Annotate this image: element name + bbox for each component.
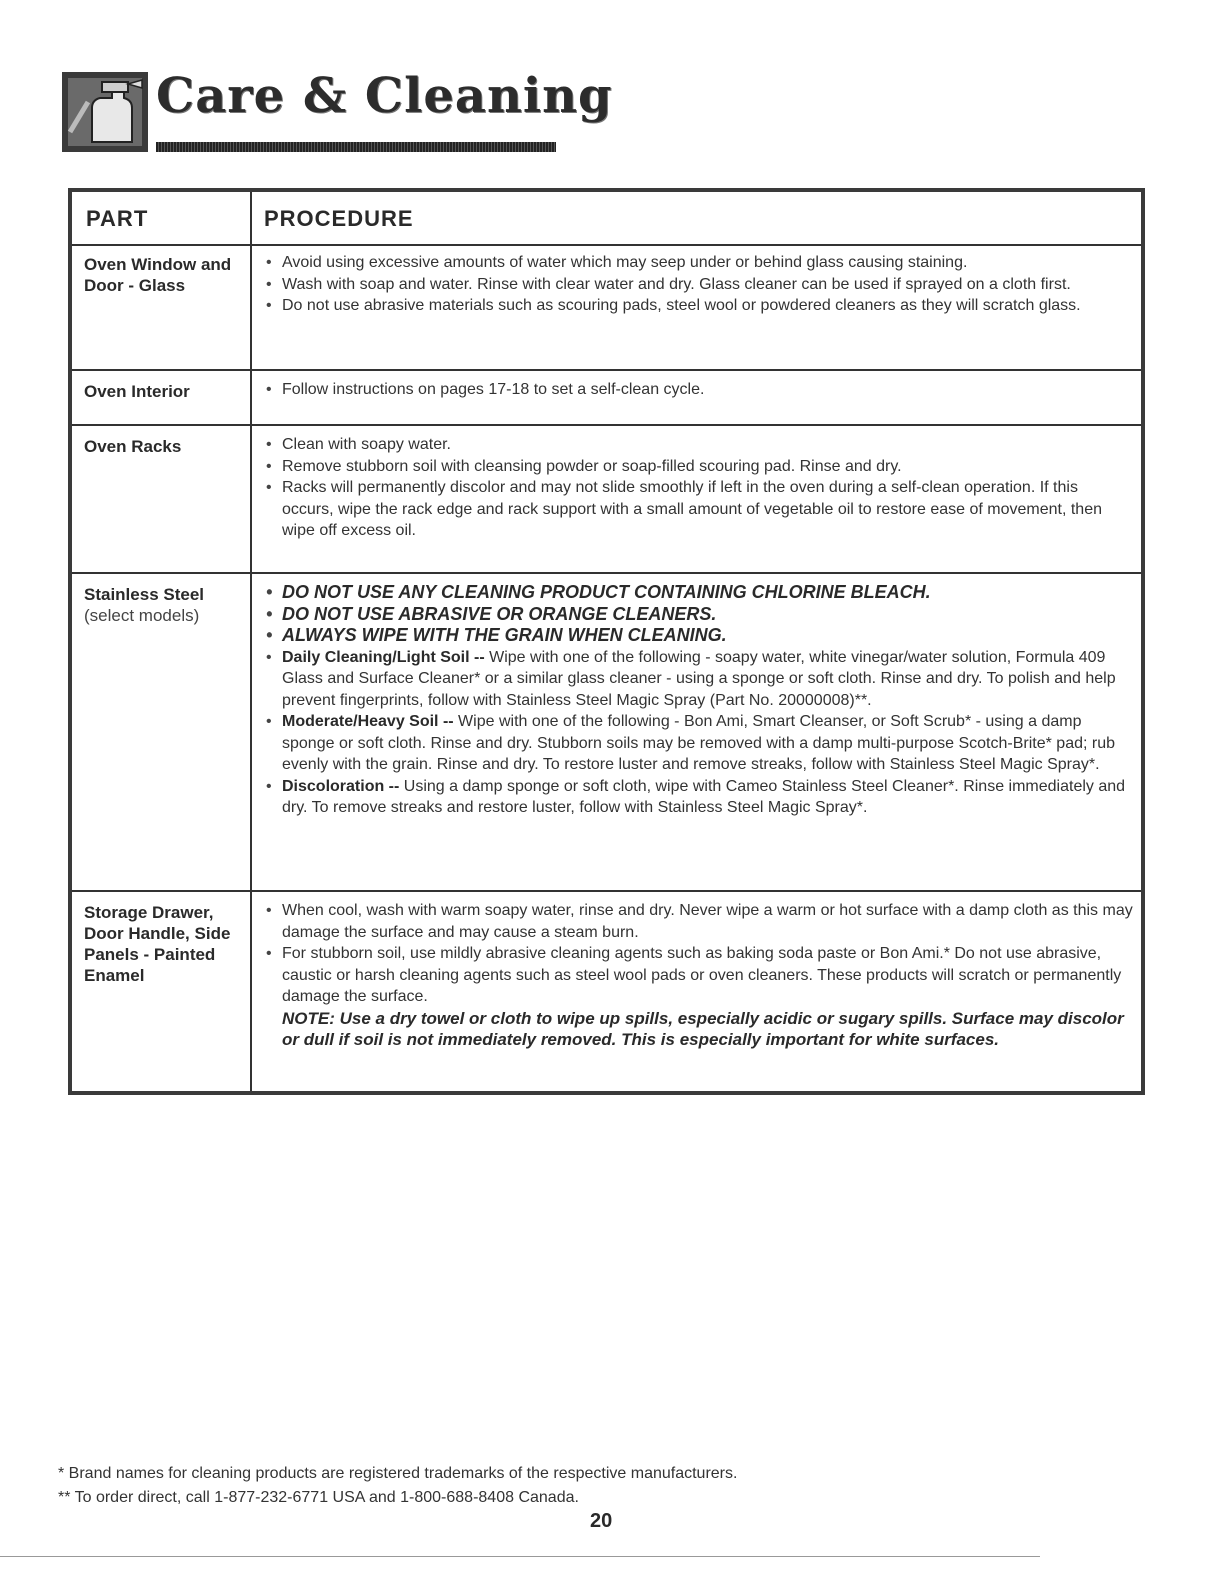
table-row-oven-interior xyxy=(72,371,1141,426)
title-underline xyxy=(156,142,556,152)
footnote-trademarks: * Brand names for cleaning products are registered trademarks of the respective manufacturers. xyxy=(58,1465,738,1482)
note-text: NOTE: Use a dry towel or cloth to wipe up spills, especially acidic or sugary spills. Surface may discolor or dull if soil is not immediately removed. This is especially important for white surfaces. xyxy=(282,1008,1124,1049)
item-lead: Moderate/Heavy Soil -- xyxy=(282,713,454,730)
procedure-item: • Do not use abrasive materials such as scouring pads, steel wool or powdered cleaners as they will scratch glass. xyxy=(260,295,1133,317)
table-header-row xyxy=(72,192,1141,246)
warning-item: • ALWAYS WIPE WITH THE GRAIN WHEN CLEANING. xyxy=(260,625,1133,647)
part-label: Stainless Steel xyxy=(84,585,205,604)
procedure-item: • Follow instructions on pages 17-18 to set a self-clean cycle. xyxy=(260,379,1133,401)
procedure-item: • Clean with soapy water. xyxy=(260,434,1133,456)
column-header-procedure: PROCEDURE xyxy=(264,206,414,231)
part-cell xyxy=(84,584,250,626)
procedure-item: • When cool, wash with warm soapy water, rinse and dry. Never wipe a warm or hot surface with a damp cloth as this may damage the surface and may cause a steam burn. xyxy=(260,900,1133,943)
table-row-oven-racks xyxy=(72,426,1141,574)
procedure-item xyxy=(260,711,1133,776)
table-row-oven-window xyxy=(72,244,1141,371)
bottom-divider xyxy=(0,1556,1040,1557)
item-lead: Discoloration -- xyxy=(282,777,400,795)
page-title: Care & Cleaning xyxy=(156,68,613,124)
part-label: Oven Racks xyxy=(84,437,182,456)
warning-item: • DO NOT USE ABRASIVE OR ORANGE CLEANERS. xyxy=(260,604,1133,626)
spray-bottle-icon xyxy=(62,72,148,152)
procedure-item: • Wash with soap and water. Rinse with clear water and dry. Glass cleaner can be used if sprayed on a cloth first. xyxy=(260,274,1133,296)
page-number: 20 xyxy=(590,1510,613,1532)
item-text: Wipe with one of the following - soapy water, white vinegar/water solution, Formula 409 Glass and Surface Cleaner* or a similar glass cleaner - using a sponge or soft cloth. Rinse and dry. To polish and help prevent fingerprints, follow with Stainless Steel Magic Spray (Part No. 20000008)**. xyxy=(282,648,1116,709)
procedure-item: • Racks will permanently discolor and may not slide smoothly if left in the oven during a self-clean operation. If this occurs, wipe the rack edge and rack support with a small amount of vegetable oil to restore ease of movement, then wipe off excess oil. xyxy=(260,477,1133,542)
table-row-stainless-steel xyxy=(72,574,1141,892)
part-label: Oven Interior xyxy=(84,382,190,401)
procedure-cell xyxy=(260,434,1133,542)
footnotes xyxy=(58,1462,737,1510)
page-header xyxy=(62,62,613,152)
item-lead: Daily Cleaning/Light Soil -- xyxy=(282,648,485,666)
part-label: Oven Window and Door - Glass xyxy=(84,255,232,295)
procedure-item xyxy=(260,647,1133,712)
part-label: Storage Drawer, Door Handle, Side Panels - Painted Enamel xyxy=(84,903,231,985)
care-cleaning-table xyxy=(68,188,1145,1095)
item-text: Using a damp sponge or soft cloth, wipe with Cameo Stainless Steel Cleaner*. Rinse immediately and dry. To remove streaks and restore luster, follow with Stainless Steel Magic Spray*. xyxy=(282,777,1126,816)
column-header-part: PART xyxy=(86,206,149,231)
footnote-order: ** To order direct, call 1-877-232-6771 USA and 1-800-688-8408 Canada. xyxy=(58,1489,579,1506)
procedure-cell xyxy=(260,582,1133,819)
warning-item: • DO NOT USE ANY CLEANING PRODUCT CONTAINING CHLORINE BLEACH. xyxy=(260,582,1133,604)
procedure-item: • Avoid using excessive amounts of water which may seep under or behind glass causing staining. xyxy=(260,252,1133,274)
table-row-painted-enamel xyxy=(72,892,1141,1092)
procedure-item: • For stubborn soil, use mildly abrasive cleaning agents such as baking soda paste or Bon Ami.* Do not use abrasive, caustic or harsh cleaning agents such as steel wool pads or oven cleaners. These products will scratch or permanently damage the surface. xyxy=(260,943,1133,1008)
procedure-item: • Remove stubborn soil with cleansing powder or soap-filled scouring pad. Rinse and dry. xyxy=(260,456,1133,478)
procedure-cell xyxy=(260,252,1133,317)
procedure-item xyxy=(260,776,1133,819)
item-text: Wipe with one of the following - Bon Ami, Smart Cleanser, or Soft Scrub* - using a damp sponge or soft cloth. Rinse and dry. Stubborn soils may be removed with a damp multi-purpose Scotch-Brite* pad; rub evenly with the grain. Rinse and dry. To restore luster and remove streaks, follow with Stainless Steel Magic Spray*. xyxy=(282,713,1116,773)
part-sublabel: (select models) xyxy=(84,606,200,625)
procedure-cell xyxy=(260,900,1133,1051)
procedure-cell xyxy=(260,379,1133,401)
